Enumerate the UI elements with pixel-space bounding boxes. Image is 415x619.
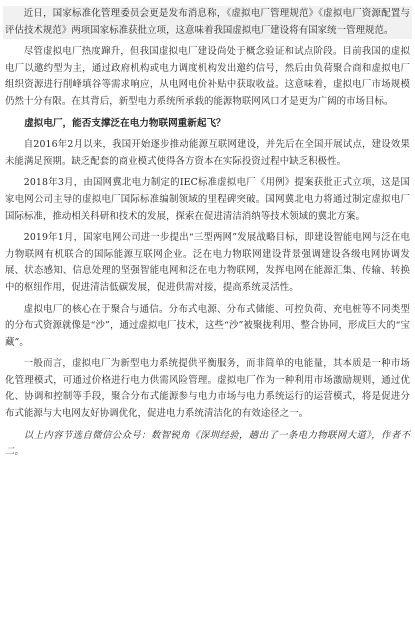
- paragraph-aggregation-core: 虚拟电厂的核心在于聚合与通信。分布式电源、分布式储能、可控负荷、充电桩等不同类型的分布式资源就像是“沙”，通过虚拟电厂技术，这些“沙”被聚拢利用、整合协同，形成巨大的“宝藏”。: [5, 303, 410, 348]
- source-note: 以上内容节选自微信公众号：数智锐角《深圳经验，趟出了一条电力物联网大道》，作者不二。: [5, 429, 410, 458]
- paragraph-market-model: 一般而言，虚拟电厂为新型电力系统提供平衡服务，而非简单的电能量，其本质是一种市场化管理模式，可通过价格进行电力供需风险管理。虚拟电厂作为一种利用市场激励规则，通过优化、协调和控制等手段，聚合分布式能源参与电力市场与电力系统运行的运营模式，将是促进分布式能源与大电网友好协调优化，促进电力系统清洁化的有效途径之一。: [5, 358, 410, 420]
- paragraph-strategy-2019: 2019年1月，国家电网公司进一步提出“三型两网”发展战略目标，即建设智能电网与泛在电力物联网有机联合的国际能源互联网企业。泛在电力物联网建设背景强调建设各级电网协调发展、状态感知、信息处理的坚强智能电网和泛在电力物联网，发挥电网在能源汇集、传输、转换中的枢纽作用，促进清洁低碳发展，促进供需对接，提高系统灵活性。: [5, 232, 410, 293]
- section-heading: 虚拟电厂，能否支撑泛在电力物联网重新起飞？: [24, 117, 226, 129]
- paragraph-iec-standard-2018: 2018年3月，由国网冀北电力制定的IEC标准虚拟电厂《用例》提案获批正式立项，这是国家电网公司主导的虚拟电厂国际标准编制领域的里程碑突破。国网冀北电力将通过制定虚拟电厂国际标准，推动相关科研和技术的发展，探索在促进清洁消纳等技术领域的冀北方案。: [5, 177, 410, 222]
- paragraph-vpp-status: 尽管虚拟电厂热度蹿升，但我国虚拟电厂建设尚处于概念验证和试点阶段。目前我国的虚拟电厂以邀约型为主，通过政府机构或电力调度机构发出邀约信号，然后由负荷聚合商和虚拟电厂组织资源进行削峰填谷等需求响应，从电网电价补贴中获取收益。这意味着，虚拟电厂市场规模仍然十分有限。在其背后，新型电力系统所承载的能源物联网风口才是更为广阔的市场目标。: [5, 46, 410, 107]
- paragraph-standards-news: 近日，国家标准化管理委员会更是发布消息称，《虚拟电厂管理规范》《虚拟电厂资源配置与评估技术规范》两项国家标准获批立项，这意味着我国虚拟电厂建设将有国家统一管理规范。: [3, 6, 412, 39]
- paragraph-energy-internet-2016: 自2016年2月以来，我国开始逐步推动能源互联网建设，并先后在全国开展试点，建设效果未能满足预期。缺乏配套的商业模式使得各方资本在实际投资过程中缺乏积极性。: [5, 139, 410, 167]
